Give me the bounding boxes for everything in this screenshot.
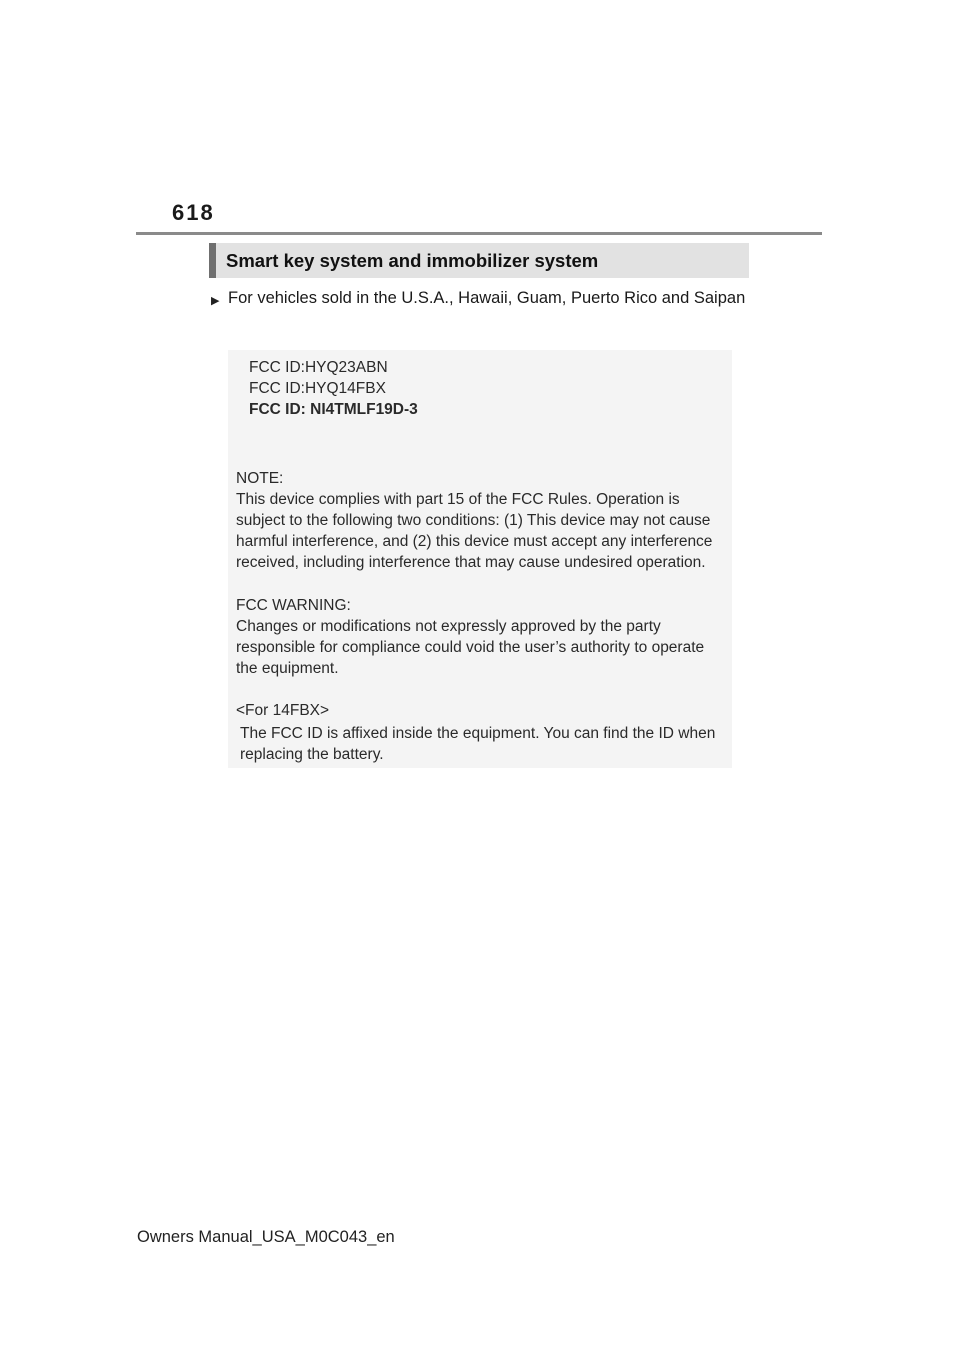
fcc-warning-text: Changes or modifications not expressly approved by the party responsible for compliance could void the user’s authority to operate the equipment. [236,618,705,677]
bullet-item [211,287,751,313]
fcc-id-3: FCC ID: NI4TMLF19D-3 [249,401,418,418]
note-text: This device complies with part 15 of the FCC Rules. Operation is subject to the following two conditions: (1) This device may not cause harmful interference, and (2) this device must accept any interference received, including interference that may cause undesired operation. [236,491,713,571]
bullet-text: For vehicles sold in the U.S.A., Hawaii, Guam, Puerto Rico and Saipan [228,289,746,307]
header-divider [136,232,822,235]
note-block [236,468,726,573]
for-14fbx-title: <For 14FBX> [236,702,330,719]
page-number: 618 [172,200,215,225]
footer-text: Owners Manual_USA_M0C043_en [137,1228,395,1246]
fcc-id-list [249,357,418,420]
fcc-id-2: FCC ID:HYQ14FBX [249,380,386,397]
section-header [209,243,749,278]
section-title: Smart key system and immobilizer system [226,249,599,271]
fcc-warning-title: FCC WARNING: [236,597,351,614]
fcc-label-image [228,350,732,768]
fcc-id-1: FCC ID:HYQ23ABN [249,359,388,376]
fcc-warning-block [236,595,726,679]
for-14fbx-text: The FCC ID is affixed inside the equipment. You can find the ID when replacing the battery. [240,725,716,763]
triangle-right-icon: ▶ [211,295,220,307]
note-title: NOTE: [236,470,284,487]
